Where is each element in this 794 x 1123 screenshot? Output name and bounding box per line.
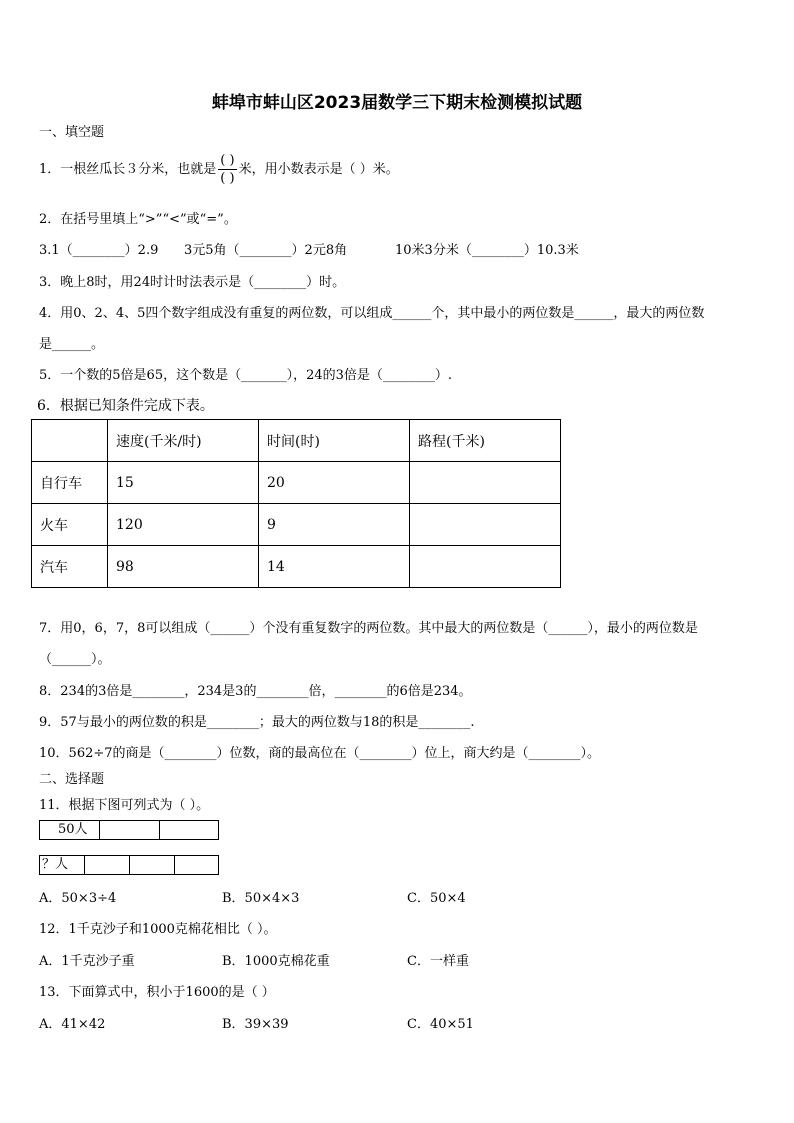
- bar-segment: [130, 856, 175, 874]
- table-row: [32, 504, 561, 546]
- table-header-cell: 速度(千米/时): [108, 420, 259, 462]
- option-11-a[interactable]: A．50×3÷4: [39, 891, 117, 906]
- bar-diagram-top: [39, 820, 219, 840]
- question-9: 9．57与最小的两位数的积是________；最大的两位数与18的积是________.: [39, 715, 475, 730]
- bar-segment-label: ？人: [40, 856, 85, 874]
- question-7-line-1: 7．用0，6，7，8可以组成（______）个没有重复数字的两位数。其中最大的两位数是（______），最小的两位数是: [39, 621, 698, 636]
- table-cell: 9: [259, 504, 410, 546]
- question-12: 12．1千克沙子和1000克棉花相比（ ）。: [39, 922, 277, 937]
- question-4-line-2: 是______。: [39, 337, 105, 352]
- option-11-b[interactable]: B．50×4×3: [222, 891, 300, 906]
- option-12-c[interactable]: C．一样重: [407, 954, 469, 969]
- table-header-cell: 时间(时): [259, 420, 410, 462]
- section-heading-fill-blank: 一、填空题: [39, 125, 105, 140]
- table-cell: 120: [108, 504, 259, 546]
- fraction-numerator: ( ): [220, 153, 235, 168]
- question-2-item-2: 3元5角（________）2元8角: [184, 243, 348, 258]
- option-13-b[interactable]: B．39×39: [222, 1017, 289, 1032]
- table-header-row: [32, 420, 561, 462]
- question-8: 8．234的3倍是________，234是3的________倍，________的6倍是234。: [39, 684, 472, 699]
- question-7-line-2: （______）。: [39, 652, 111, 667]
- question-6: 6．根据已知条件完成下表。: [37, 398, 214, 414]
- question-1: [39, 152, 399, 187]
- bar-segment: [100, 821, 160, 839]
- option-13-c[interactable]: C．40×51: [407, 1017, 474, 1032]
- bar-segment: [85, 856, 130, 874]
- bar-segment: [160, 821, 218, 839]
- option-12-a[interactable]: A．1千克沙子重: [39, 954, 135, 969]
- table-cell: 20: [259, 462, 410, 504]
- question-10: 10．562÷7的商是（________）位数，商的最高位在（________）位上，商大约是（________）。: [39, 746, 601, 761]
- table-row: [32, 462, 561, 504]
- table-cell: 98: [108, 546, 259, 588]
- question-4-line-1: 4．用0、2、4、5四个数字组成没有重复的两位数，可以组成______个，其中最小的两位数是______，最大的两位数: [39, 306, 705, 321]
- page-title: 蚌埠市蚌山区2023届数学三下期末检测模拟试题: [211, 93, 583, 113]
- table-cell: 火车: [32, 504, 108, 546]
- bar-diagram-bottom: [39, 855, 219, 875]
- fraction-blank[interactable]: [218, 152, 236, 187]
- table-cell: 15: [108, 462, 259, 504]
- table-cell: 自行车: [32, 462, 108, 504]
- question-1-text-b: 米，用小数表示是（ ）米。: [238, 162, 399, 177]
- option-13-a[interactable]: A．41×42: [39, 1017, 106, 1032]
- bar-segment: [175, 856, 218, 874]
- table-answer-cell[interactable]: [410, 462, 561, 504]
- section-heading-multiple-choice: 二、选择题: [39, 772, 105, 787]
- question-11: 11．根据下图可列式为（ ）。: [39, 798, 210, 813]
- question-1-text-a: 1．一根丝瓜长３分米，也就是: [39, 162, 217, 177]
- question-2: 2．在括号里填上“>”“<”或“=”。: [39, 212, 237, 227]
- question-2-item-1: 3.1（________）2.9: [39, 243, 159, 258]
- table-header-cell: 路程(千米): [410, 420, 561, 462]
- table-row: [32, 546, 561, 588]
- table-answer-cell[interactable]: [410, 504, 561, 546]
- bar-segment-label: 50人: [40, 821, 100, 839]
- table-cell: 14: [259, 546, 410, 588]
- table-answer-cell[interactable]: [410, 546, 561, 588]
- question-2-item-3: 10米3分米（________）10.3米: [395, 243, 579, 258]
- option-12-b[interactable]: B．1000克棉花重: [222, 954, 330, 969]
- question-13: 13．下面算式中，积小于1600的是（ ）: [39, 985, 275, 1000]
- table-cell: 汽车: [32, 546, 108, 588]
- fraction-denominator: ( ): [220, 171, 235, 186]
- table-header-cell: [32, 420, 108, 462]
- option-11-c[interactable]: C．50×4: [407, 891, 466, 906]
- question-3: 3．晚上8时，用24时计时法表示是（________）时。: [39, 275, 346, 290]
- question-5: 5．一个数的5倍是65，这个数是（_______），24的3倍是（________）.: [39, 368, 453, 383]
- data-table: [31, 419, 561, 588]
